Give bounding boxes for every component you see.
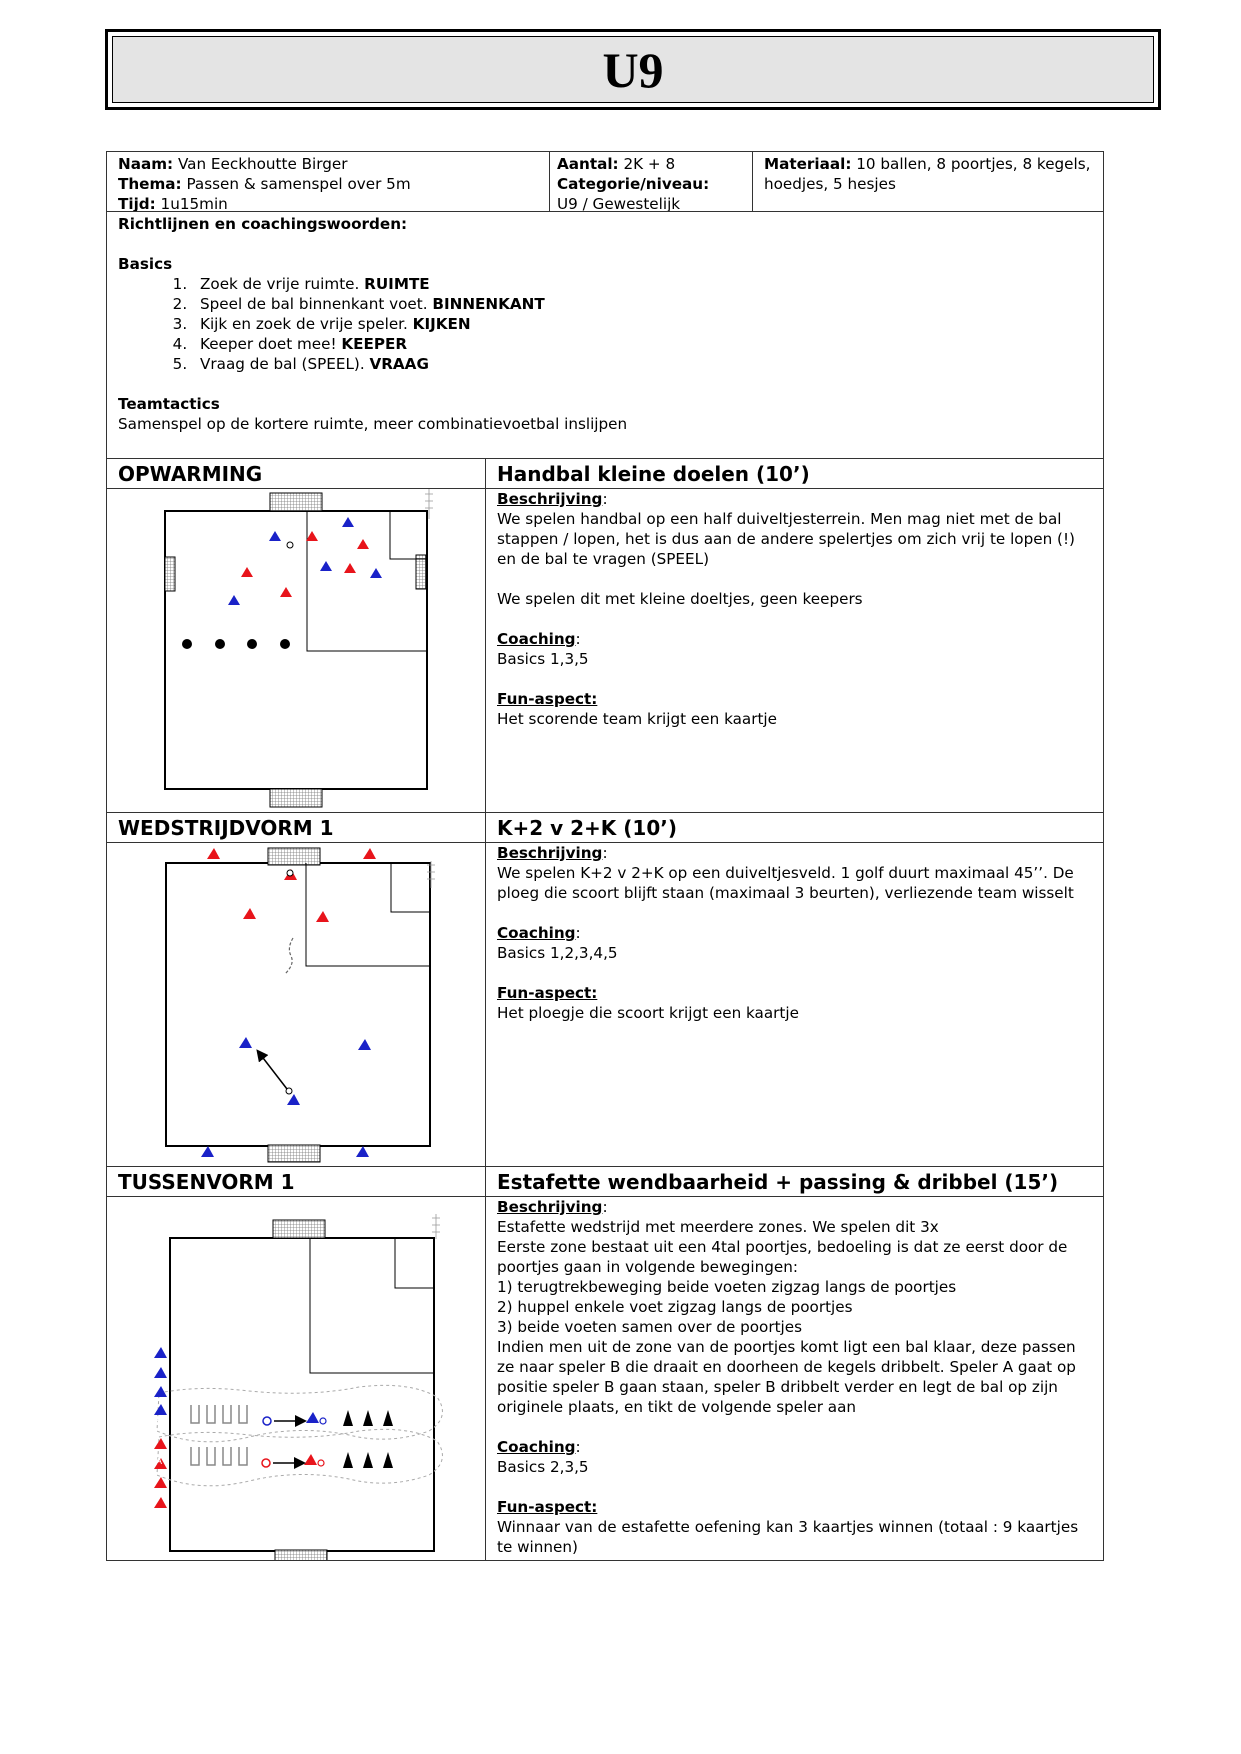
page-title: U9 [112, 36, 1154, 103]
section-2-diagram [107, 843, 485, 1166]
beschrijving-text: We spelen handbal op een half duiveltjesterrein. Men mag niet met de bal stappen / lopen, het is dus aan de andere spelertjes om zich vrij te lopen (!) en de bal te vragen (SPEEL) [497, 510, 1075, 568]
blue-player-icon [201, 1037, 371, 1157]
goal-icon [270, 789, 322, 807]
fun-text: Het ploegje die scoort krijgt een kaartje [497, 1004, 799, 1022]
goal-icon [273, 1220, 325, 1238]
goal-icon [165, 557, 175, 591]
fun-label: Fun-aspect: [497, 1498, 598, 1516]
section-3-name: TUSSENVORM 1 [106, 1166, 486, 1197]
basics-item: 5. Vraag de bal (SPEEL). VRAAG [192, 354, 1092, 374]
ball-icon [263, 1417, 271, 1425]
blue-player-icon [228, 517, 382, 605]
coaching-text: Basics 2,3,5 [497, 1458, 589, 1476]
goal-icon [416, 555, 426, 589]
materiaal-value: 10 ballen, 8 poortjes, 8 kegels, hoedjes, 5 hesjes [764, 155, 1091, 193]
section-1-diagram [107, 489, 485, 812]
tijd-value: 1u15min [160, 195, 228, 213]
goal-area [390, 511, 427, 559]
section-1-name: OPWARMING [106, 458, 486, 489]
beschrijving-label: Beschrijving [497, 490, 603, 508]
section-2-text-cell: Beschrijving: We spelen K+2 v 2+K op een duiveltjesveld. 1 golf duurt maximaal 45’’. De ploeg die scoort blijft staan (maximaal 3 beurten), verliezende team wisselt Coaching: Basics 1,2,3,4,5 Fun-aspect: Het ploegje die scoort krijgt een kaartje [485, 842, 1104, 1167]
section-1-title: Handbal kleine doelen (10’) [485, 458, 1104, 489]
fun-label: Fun-aspect: [497, 690, 598, 708]
cone-icon [343, 1410, 393, 1468]
fun-label: Fun-aspect: [497, 984, 598, 1002]
basics-item: 1. Zoek de vrije ruimte. RUIMTE [192, 274, 1092, 294]
title-box [105, 29, 1161, 110]
relay-path [157, 1429, 442, 1485]
hurdle-icon [191, 1405, 247, 1465]
section-1-text-cell: Beschrijving: We spelen handbal op een half duiveltjesterrein. Men mag niet met de bal stappen / lopen, het is dus aan de andere spelertjes om zich vrij te lopen (!) en de bal te vragen (SPEEL) We spelen dit met kleine doeltjes, geen keepers Coaching: Basics 1,3,5 Fun-aspect: Het scorende team krijgt een kaartje [485, 488, 1104, 813]
info-aantal-cell [549, 151, 753, 212]
section-1-diagram-cell [106, 488, 486, 813]
penalty-area [310, 1238, 434, 1373]
dribble-path [285, 938, 293, 974]
goal-icon [268, 848, 320, 865]
thema-label: Thema: [118, 175, 182, 193]
goal-area [395, 1238, 434, 1288]
materiaal-label: Materiaal: [764, 155, 852, 173]
section-3-text-cell: Beschrijving: Estafette wedstrijd met meerdere zones. We spelen dit 3x Eerste zone bestaat uit een 4tal poortjes, bedoeling is dat ze eerst door de poortjes gaan in volgende bewegingen: 1) terugtrekbeweging beide voeten zigzag langs de poortjes 2) huppel enkele voet zigzag langs de poortjes 3) beide voeten samen over de poortjes Indien men uit de zone van de poortjes komt ligt een bal klaar, deze passen ze naar speler B die draait en doorheen de kegels dribbelt. Speler A gaat op positie speler B gaan staan, speler B dribbelt verder en legt de bal op zijn originele plaats, en tikt de volgende speler aan Coaching: Basics 2,3,5 Fun-aspect: Winnaar van de estafette oefening kan 3 kaartjes winnen (totaal : 9 kaartjes te winnen) [485, 1196, 1104, 1561]
fun-text: Winnaar van de estafette oefening kan 3 kaartjes winnen (totaal : 9 kaartjes te winnen) [497, 1518, 1079, 1556]
basics-item: 4. Keeper doet mee! KEEPER [192, 334, 1092, 354]
ball-icon [318, 1460, 324, 1466]
corner-flag-icon [432, 1214, 440, 1239]
beschrijving-line: Eerste zone bestaat uit een 4tal poortjes, bedoeling is dat ze eerst door de poortjes gaan in volgende bewegingen: [497, 1238, 1068, 1276]
beschrijving-line: 1) terugtrekbeweging beide voeten zigzag langs de poortjes [497, 1278, 957, 1296]
goal-icon [270, 493, 322, 511]
ball-icon [262, 1459, 270, 1467]
relay-path [157, 1385, 442, 1441]
fun-text: Het scorende team krijgt een kaartje [497, 710, 777, 728]
teamtactics-text: Samenspel op de kortere ruimte, meer combinatievoetbal inslijpen [118, 415, 628, 433]
basics-heading: Basics [118, 255, 173, 273]
goal-icon [275, 1550, 327, 1560]
beschrijving-label: Beschrijving [497, 1198, 603, 1216]
guidelines-cell [106, 211, 1104, 459]
field-outline [170, 1238, 434, 1551]
section-3-title: Estafette wendbaarheid + passing & dribbel (15’) [485, 1166, 1104, 1197]
goal-area [391, 863, 430, 912]
player-b-label: B [308, 1423, 316, 1433]
beschrijving-line: 2) huppel enkele voet zigzag langs de poortjes [497, 1298, 853, 1316]
teamtactics-heading: Teamtactics [118, 395, 220, 413]
section-3-diagram [107, 1197, 485, 1560]
aantal-label: Aantal: [557, 155, 619, 173]
field-outline [165, 511, 427, 789]
tijd-label: Tijd: [118, 195, 156, 213]
coaching-text: Basics 1,2,3,4,5 [497, 944, 618, 962]
section-3-diagram-cell [106, 1196, 486, 1561]
section-2-diagram-cell [106, 842, 486, 1167]
categorie-label: Categorie/niveau: [557, 175, 710, 193]
player-b-label: B [306, 1465, 314, 1475]
naam-label: Naam: [118, 155, 174, 173]
aantal-value: 2K + 8 [623, 155, 676, 173]
goal-icon [268, 1145, 320, 1162]
player-a-label: A [155, 1416, 163, 1426]
red-player-icon [154, 1438, 317, 1508]
beschrijving-line: Estafette wedstrijd met meerdere zones. We spelen dit 3x [497, 1218, 939, 1236]
cone-icon [182, 639, 290, 649]
guidelines-heading: Richtlijnen en coachingswoorden: [118, 215, 408, 233]
basics-list [118, 274, 1092, 374]
coaching-label: Coaching [497, 924, 576, 942]
beschrijving-line: 3) beide voeten samen over de poortjes [497, 1318, 803, 1336]
naam-value: Van Eeckhoutte Birger [177, 155, 348, 173]
coaching-text: Basics 1,3,5 [497, 650, 589, 668]
ball-icon [287, 870, 293, 876]
corner-flag-icon [427, 861, 435, 888]
info-name-cell [106, 151, 550, 212]
basics-item: 3. Kijk en zoek de vrije speler. KIJKEN [192, 314, 1092, 334]
coaching-label: Coaching [497, 630, 576, 648]
basics-item: 2. Speel de bal binnenkant voet. BINNENKANT [192, 294, 1092, 314]
section-2-title: K+2 v 2+K (10’) [485, 812, 1104, 843]
coaching-label: Coaching [497, 1438, 576, 1456]
red-player-icon [241, 531, 369, 597]
thema-value: Passen & samenspel over 5m [186, 175, 411, 193]
pass-arrow [260, 1054, 287, 1089]
ball-icon [287, 542, 293, 548]
section-2-name: WEDSTRIJDVORM 1 [106, 812, 486, 843]
beschrijving-line: Indien men uit de zone van de poortjes komt ligt een bal klaar, deze passen ze naar speler B die draait en doorheen de kegels dribbelt. Speler A gaat op positie speler B gaan staan, speler B dribbelt verder en legt de bal op zijn originele plaats, en tikt de volgende speler aan [497, 1338, 1076, 1416]
beschrijving-label: Beschrijving [497, 844, 603, 862]
player-a-label: A [155, 1457, 163, 1467]
blue-player-icon [154, 1347, 319, 1423]
info-materiaal-cell [752, 151, 1104, 212]
categorie-value: U9 / Gewestelijk [557, 195, 681, 213]
beschrijving-text: We spelen dit met kleine doeltjes, geen keepers [497, 590, 863, 608]
beschrijving-text: We spelen K+2 v 2+K op een duiveltjesveld. 1 golf duurt maximaal 45’’. De ploeg die scoort blijft staan (maximaal 3 beurten), verliezende team wisselt [497, 864, 1074, 902]
ball-icon [320, 1418, 326, 1424]
penalty-area [307, 511, 427, 651]
